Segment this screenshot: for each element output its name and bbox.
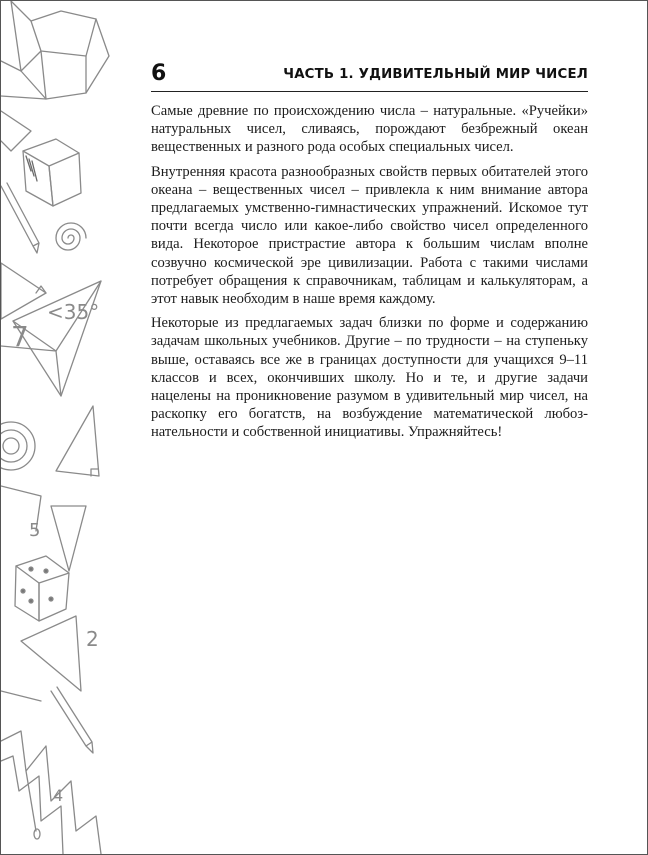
sketch-digit-four: 4 <box>53 786 64 805</box>
running-head: ЧАСТЬ 1. УДИВИТЕЛЬНЫЙ МИР ЧИСЕЛ <box>283 67 588 82</box>
sketch-angle-label: <35° <box>47 300 100 324</box>
paragraph: Самые древние по происхождению числа – натуральные. «Ручейки» натуральных чисел, сливаясь, порождают безбрежный океан вещественных и разного рода особых специальных чисел. <box>151 103 588 156</box>
concentric-circles-sketch <box>1 422 35 470</box>
math-sketch-border <box>1 1 116 854</box>
body-text <box>151 102 588 448</box>
page-number: 6 <box>151 61 167 86</box>
sketch-digit-seven: 7 <box>11 320 29 353</box>
triangle-sketch <box>1 263 46 319</box>
page-header <box>151 61 588 92</box>
spiral-sketch <box>56 223 86 250</box>
polyhedron-sketch <box>1 1 109 151</box>
dice-sketch-2 <box>15 556 69 621</box>
sketch-digit-two: 2 <box>86 627 99 651</box>
triangle-sketch-2 <box>1 486 86 571</box>
pencil-sketch <box>1 183 39 253</box>
sketch-digit-five: 5 <box>29 520 41 541</box>
paragraph: Внутренняя красота разнообразных свойств первых обитателей этого океана – вещественных чисел – привлекла к ним внимание автора предлагаемых умственно-гимнастических упражнений. Искомое тут почти всегда число или какое-либо свойство чисел определенного вида. Некоторое пристрастие автора к большим числам вполне созвучно космической эре цивилизации. Работа с такими числами потребует обращения к справочникам, таблицам и калькуляторам, а этот навык необходим в наше время каждому. <box>151 163 588 308</box>
right-triangle-sketch <box>56 406 99 476</box>
pencil-sketch-2 <box>51 687 93 753</box>
zigzag-sketch <box>1 731 101 854</box>
dice-sketch <box>23 139 81 206</box>
paragraph: Некоторые из предлагаемых задач близки по форме и содержанию задачам школьных учебников. Другие – по трудности – на ступеньку выше, оставаясь все же в границах доступности для учащихся 9–11 классов и всех, окончивших школу. Но и те, и другие задачи нацелены на проникновение разумом в удивительный мир чисел, на раскопку его богатств, на возбуждение математической любознательности и собственной инициативы. Упражняйтесь! <box>151 315 588 441</box>
large-triangle-sketch <box>1 616 81 701</box>
